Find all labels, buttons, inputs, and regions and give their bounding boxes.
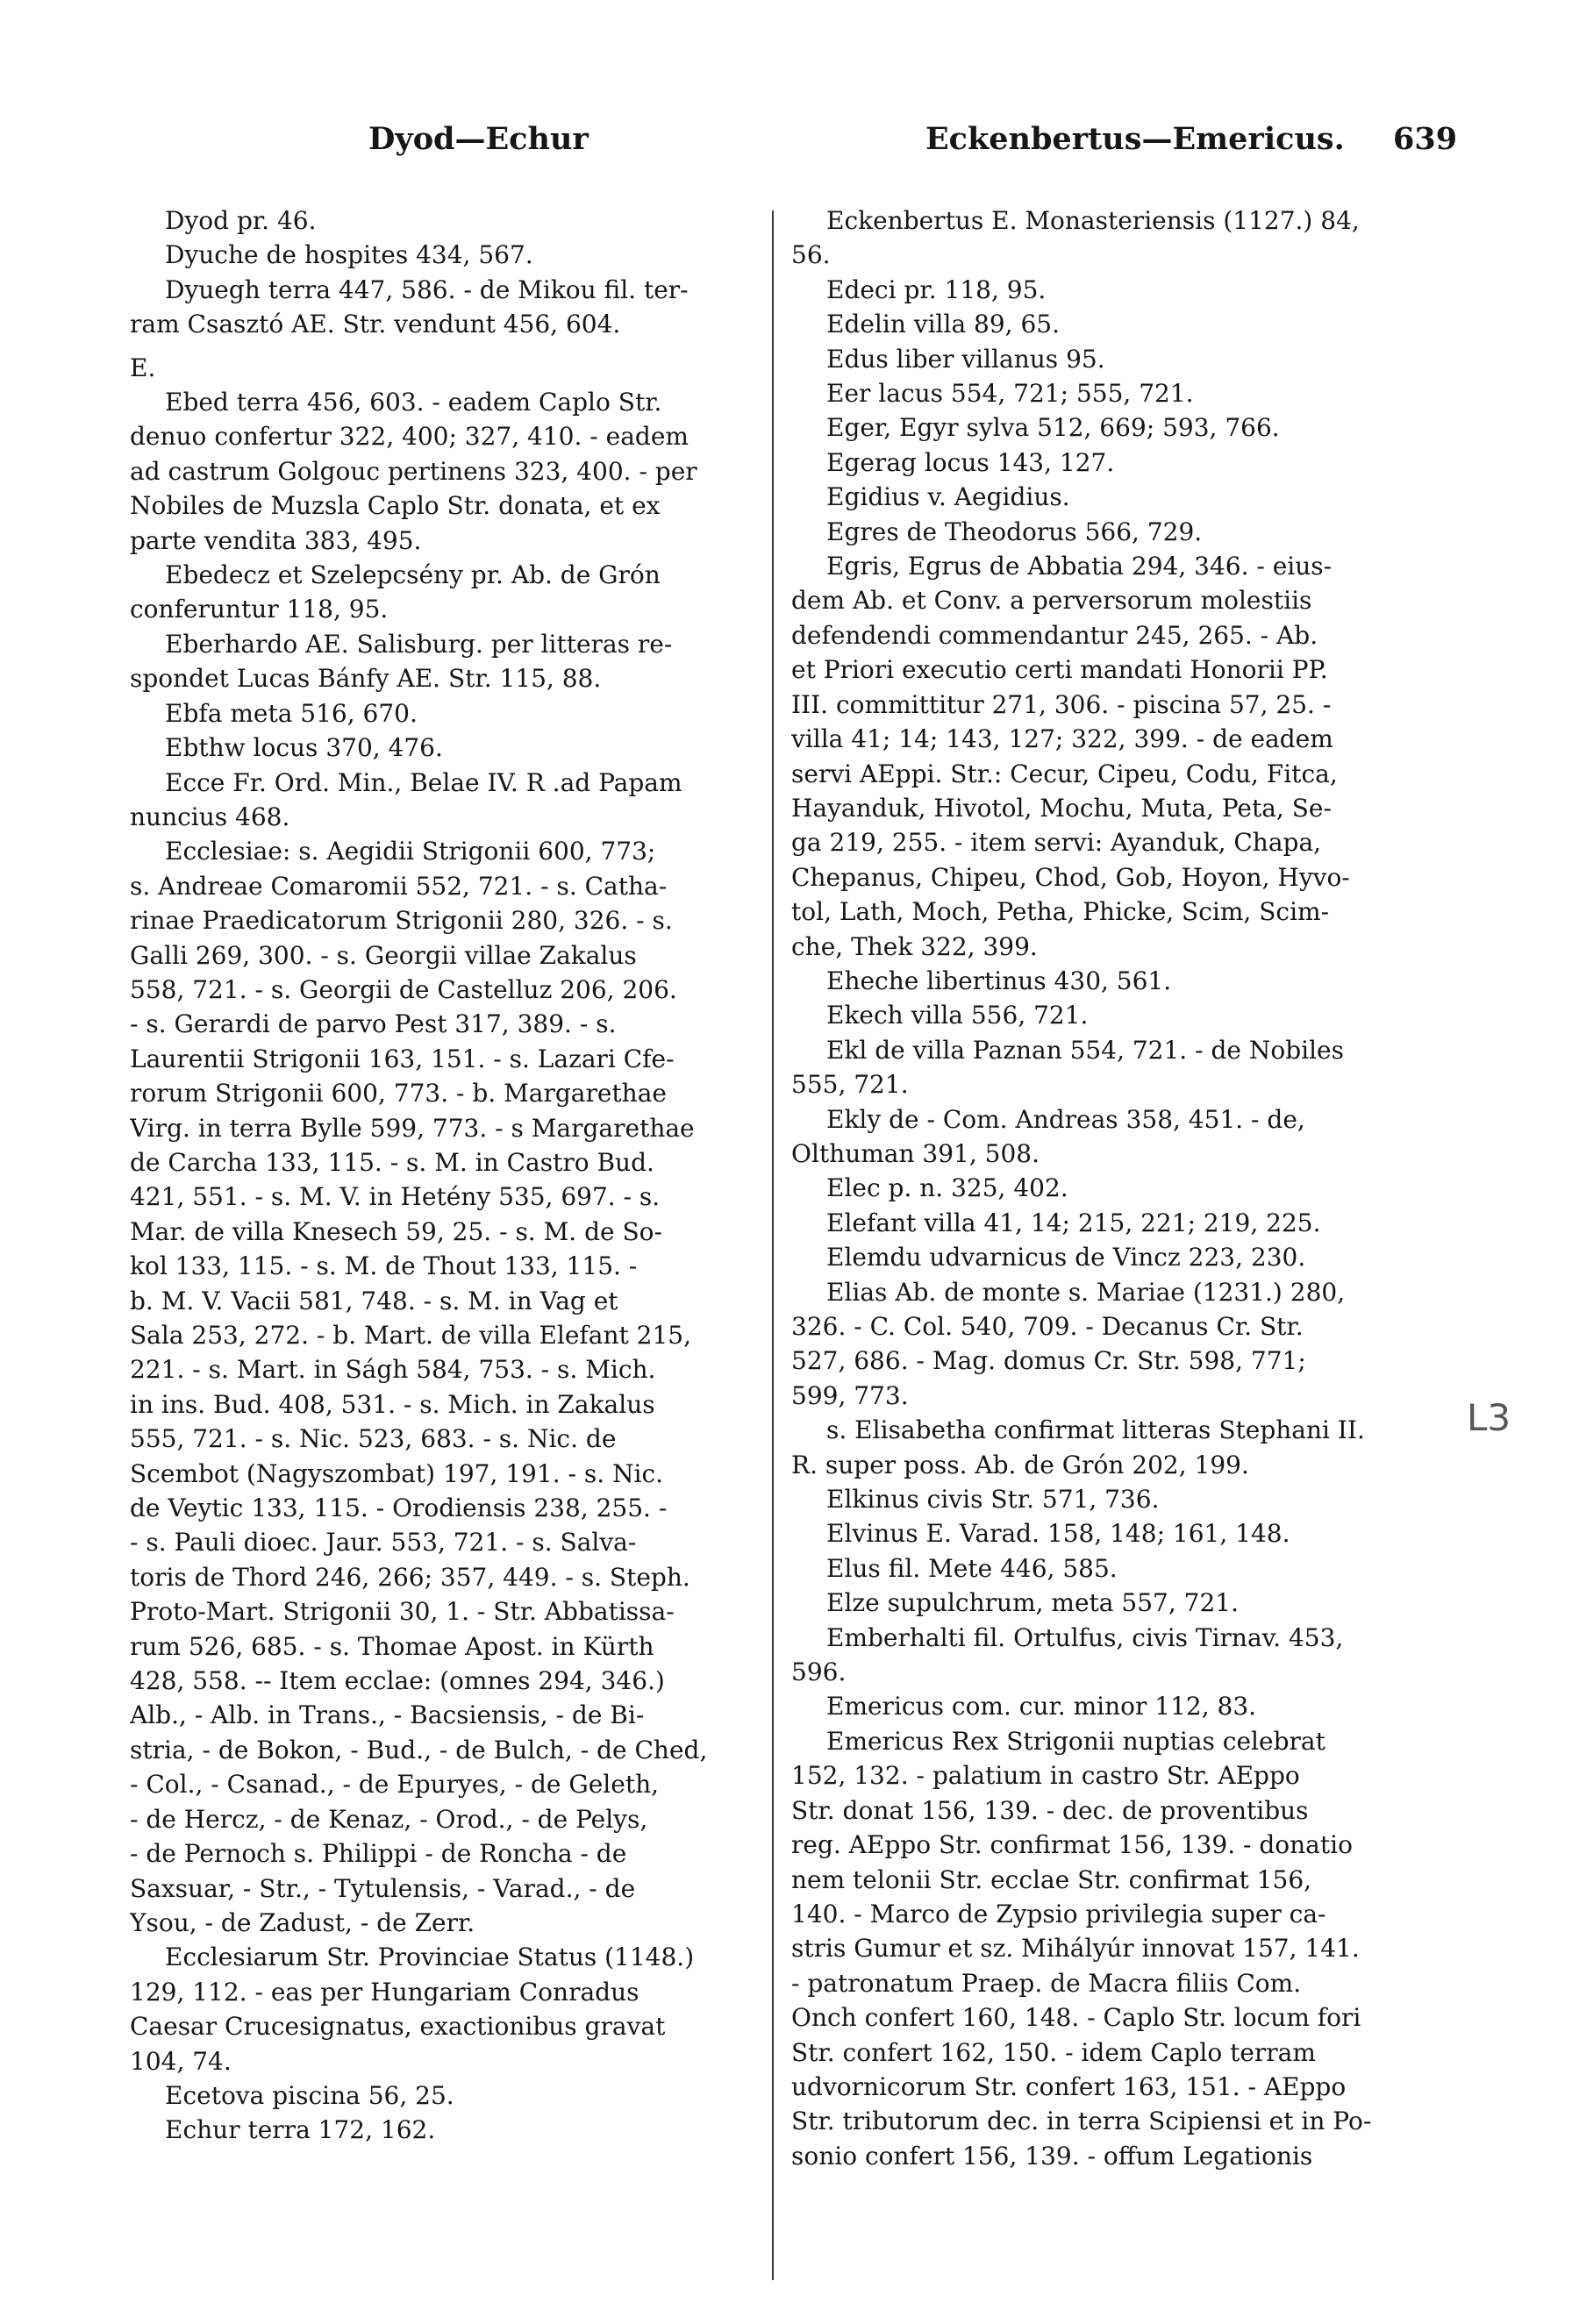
index-line: Sala 253, 272. - b. Mart. de villa Elefant 215, [130, 1321, 692, 1350]
index-line: Ysou, - de Zadust, - de Zerr. [130, 1907, 475, 1937]
index-line: conferuntur 118, 95. [130, 595, 389, 624]
index-line: Onch confert 160, 148. - Caplo Str. locum fori [791, 2003, 1361, 2033]
index-line: Eheche libertinus 430, 561. [826, 966, 1172, 995]
index-line: Mar. de villa Knesech 59, 25. - s. M. de So- [130, 1216, 662, 1246]
index-line: Edeci pr. 118, 95. [826, 274, 1047, 304]
index-line: ad castrum Golgouc pertinens 323, 400. - per [130, 456, 697, 486]
index-line: 221. - s. Mart. in Ságh 584, 753. - s. Mich. [130, 1355, 656, 1385]
index-line: 152, 132. - palatium in castro Str. AEppo [791, 1761, 1300, 1791]
index-line: denuo confertur 322, 400; 327, 410. - eadem [130, 422, 689, 452]
index-line: Str. confert 162, 150. - idem Caplo terram [791, 2037, 1316, 2067]
index-line: Ebfa meta 516, 670. [165, 698, 418, 728]
index-line: Edelin villa 89, 65. [826, 310, 1061, 339]
page-header [0, 121, 1579, 174]
index-line: Ebedecz et Szelepcsény pr. Ab. de Grón [165, 560, 661, 590]
index-line: in ins. Bud. 408, 531. - s. Mich. in Zakalus [130, 1389, 655, 1419]
index-line: Egres de Theodorus 566, 729. [826, 517, 1203, 546]
index-line: Elefant villa 41, 14; 215, 221; 219, 225. [826, 1208, 1321, 1237]
index-line: Eer lacus 554, 721; 555, 721. [826, 379, 1194, 409]
index-line: - de Pernoch s. Philippi - de Roncha - de [130, 1839, 627, 1869]
index-line: Hayanduk, Hivotol, Mochu, Muta, Peta, Se- [791, 793, 1332, 823]
index-line: s. Elisabetha confirmat litteras Stephani II. [826, 1415, 1365, 1445]
index-line: 555, 721. - s. Nic. 523, 683. - s. Nic. de [130, 1424, 617, 1454]
index-line: Str. donat 156, 139. - dec. de proventibus [791, 1795, 1309, 1825]
index-line: Dyod pr. 46. [165, 206, 317, 235]
index-line: Eger, Egyr sylva 512, 669; 593, 766. [826, 413, 1280, 443]
index-line: tol, Lath, Moch, Petha, Phicke, Scim, Scim- [791, 897, 1330, 927]
index-line: villa 41; 14; 143, 127; 322, 399. - de eadem [791, 724, 1333, 754]
running-head-left: Dyod—Echur [368, 121, 589, 157]
index-line: Olthuman 391, 508. [791, 1138, 1040, 1168]
index-line: - s. Gerardi de parvo Pest 317, 389. - s. [130, 1009, 617, 1039]
index-line: Ebthw locus 370, 476. [165, 733, 443, 763]
index-line: Nobiles de Muzsla Caplo Str. donata, et ex [130, 491, 661, 521]
index-line: rorum Strigonii 600, 773. - b. Margarethae [130, 1079, 667, 1109]
index-line: - patronatum Praep. de Macra filiis Com. [791, 1968, 1302, 1998]
index-line: Echur terra 172, 162. [165, 2115, 436, 2145]
section-letter: E. [130, 353, 156, 382]
index-line: Ekly de - Com. Andreas 358, 451. - de, [826, 1104, 1305, 1134]
index-line: et Priori executio certi mandati Honorii PP. [791, 655, 1328, 685]
index-line: 558, 721. - s. Georgii de Castelluz 206, 206. [130, 974, 677, 1004]
index-line: Edus liber villanus 95. [826, 344, 1105, 374]
index-line: - s. Pauli dioec. Jaur. 553, 721. - s. Salva- [130, 1528, 637, 1558]
index-line: Caesar Crucesignatus, exactionibus gravat [130, 2012, 666, 2042]
index-line: Laurentii Strigonii 163, 151. - s. Lazari Cfe- [130, 1044, 675, 1073]
index-line: stris Gumur et sz. Mihályúr innovat 157, 141. [791, 1934, 1360, 1964]
index-line: udvornicorum Str. confert 163, 151. - AEppo [791, 2071, 1347, 2101]
index-line: Chepanus, Chipeu, Chod, Gob, Hoyon, Hyvo- [791, 862, 1350, 892]
index-line: - Col., - Csanad., - de Epuryes, - de Geleth, [130, 1770, 659, 1800]
index-line: 596. [791, 1657, 847, 1687]
index-line: 326. - C. Col. 540, 709. - Decanus Cr. Str. [791, 1312, 1304, 1341]
index-line: Ecclesiae: s. Aegidii Strigonii 600, 773; [165, 837, 656, 866]
index-line: Eberhardo AE. Salisburg. per litteras re- [165, 629, 673, 659]
index-line: Ecetova piscina 56, 25. [165, 2080, 454, 2110]
index-line: Elus fil. Mete 446, 585. [826, 1553, 1118, 1583]
index-line: che, Thek 322, 399. [791, 931, 1038, 961]
index-line: Dyuegh terra 447, 586. - de Mikou fil. ter- [165, 274, 689, 304]
index-line: Egerag locus 143, 127. [826, 447, 1115, 477]
index-line: - de Hercz, - de Kenaz, - Orod., - de Pelys, [130, 1804, 648, 1834]
index-line: Ecce Fr. Ord. Min., Belae IV. R .ad Papam [165, 767, 682, 797]
index-line: rum 526, 685. - s. Thomae Apost. in Kürth [130, 1631, 654, 1661]
index-line: 527, 686. - Mag. domus Cr. Str. 598, 771; [791, 1346, 1306, 1376]
index-line: Str. tributorum dec. in terra Scipiensi et in Po- [791, 2107, 1372, 2136]
index-line: kol 133, 115. - s. M. de Thout 133, 115. - [130, 1251, 638, 1281]
page-number: 639 [1393, 121, 1458, 157]
index-line: defendendi commendantur 245, 265. - Ab. [791, 620, 1318, 650]
index-line: Elias Ab. de monte s. Mariae (1231.) 280, [826, 1277, 1346, 1307]
index-line: 129, 112. - eas per Hungariam Conradus [130, 1977, 639, 2007]
index-line: Ecclesiarum Str. Provinciae Status (1148.) [165, 1943, 695, 1972]
index-line: Ekl de villa Paznan 554, 721. - de Nobiles [826, 1035, 1344, 1065]
index-line: Ekech villa 556, 721. [826, 1001, 1089, 1030]
index-line: rinae Praedicatorum Strigonii 280, 326. - s. [130, 906, 673, 936]
index-column-right [791, 203, 1439, 2173]
index-line: 421, 551. - s. M. V. in Hetény 535, 697. - s. [130, 1182, 661, 1212]
index-line: ga 219, 255. - item servi: Ayanduk, Chapa, [791, 828, 1322, 858]
index-line: Ebed terra 456, 603. - eadem Caplo Str. [165, 388, 662, 417]
index-line: Scembot (Nagyszombat) 197, 191. - s. Nic. [130, 1458, 664, 1488]
index-line: de Carcha 133, 115. - s. M. in Castro Bud. [130, 1147, 654, 1177]
index-line: Emericus com. cur. minor 112, 83. [826, 1692, 1257, 1722]
index-line: R. super poss. Ab. de Grón 202, 199. [791, 1450, 1249, 1479]
handwritten-margin-note: L3 [1467, 1396, 1511, 1439]
running-head-right: Eckenbertus—Emericus. [925, 121, 1345, 157]
index-line: 428, 558. -- Item ecclae: (omnes 294, 346.) [130, 1666, 665, 1696]
index-line: nuncius 468. [130, 802, 290, 831]
index-line: Saxsuar, - Str., - Tytulensis, - Varad., - de [130, 1873, 636, 1903]
index-line: reg. AEppo Str. confirmat 156, 139. - donatio [791, 1830, 1353, 1860]
index-line: Alb., - Alb. in Trans., - Bacsiensis, - de Bi- [130, 1700, 645, 1730]
index-line: Elemdu udvarnicus de Vincz 223, 230. [826, 1243, 1306, 1272]
index-line: Egidius v. Aegidius. [826, 482, 1070, 512]
index-line: Elkinus civis Str. 571, 736. [826, 1485, 1160, 1515]
index-line: Elze supulchrum, meta 557, 721. [826, 1588, 1239, 1618]
index-line: Emberhalti fil. Ortulfus, civis Tirnav. 453, [826, 1622, 1344, 1652]
index-line: b. M. V. Vacii 581, 748. - s. M. in Vag et [130, 1286, 618, 1315]
column-divider [772, 210, 774, 2280]
index-line: 599, 773. [791, 1380, 909, 1410]
index-line: 140. - Marco de Zypsio privilegia super ca- [791, 1899, 1326, 1928]
index-line: nem telonii Str. ecclae Str. confirmat 156, [791, 1864, 1312, 1894]
index-line: Elvinus E. Varad. 158, 148; 161, 148. [826, 1519, 1290, 1549]
index-line: s. Andreae Comaromii 552, 721. - s. Catha- [130, 871, 668, 901]
index-line: ram Csasztó AE. Str. vendunt 456, 604. [130, 310, 621, 339]
index-line: spondet Lucas Bánfy AE. Str. 115, 88. [130, 664, 602, 694]
index-line: 555, 721. [791, 1070, 909, 1100]
index-line: 56. [791, 240, 831, 270]
index-line: Eckenbertus E. Monasteriensis (1127.) 84, [826, 206, 1360, 235]
index-line: servi AEppi. Str.: Cecur, Cipeu, Codu, Fitca, [791, 759, 1338, 788]
index-line: Dyuche de hospites 434, 567. [165, 240, 533, 270]
index-line: Egris, Egrus de Abbatia 294, 346. - eius- [826, 552, 1333, 581]
index-line: Galli 269, 300. - s. Georgii villae Zakalus [130, 940, 637, 970]
index-line: stria, - de Bokon, - Bud., - de Bulch, - de Ched, [130, 1735, 708, 1764]
index-line: 104, 74. [130, 2046, 232, 2076]
index-line: III. committitur 271, 306. - piscina 57, 25. - [791, 689, 1332, 719]
index-column-left [130, 203, 757, 2148]
index-line: parte vendita 383, 495. [130, 525, 422, 555]
index-line: toris de Thord 246, 266; 357, 449. - s. Steph. [130, 1562, 690, 1592]
index-line: Virg. in terra Bylle 599, 773. - s Margarethae [130, 1113, 695, 1143]
index-line: sonio confert 156, 139. - offum Legationis [791, 2141, 1313, 2171]
index-line: Emericus Rex Strigonii nuptias celebrat [826, 1726, 1325, 1756]
index-line: Proto-Mart. Strigonii 30, 1. - Str. Abbatissa- [130, 1597, 675, 1627]
index-line: Elec p. n. 325, 402. [826, 1173, 1068, 1203]
index-line: de Veytic 133, 115. - Orodiensis 238, 255. - [130, 1493, 668, 1523]
index-line: dem Ab. et Conv. a perversorum molestiis [791, 586, 1312, 616]
